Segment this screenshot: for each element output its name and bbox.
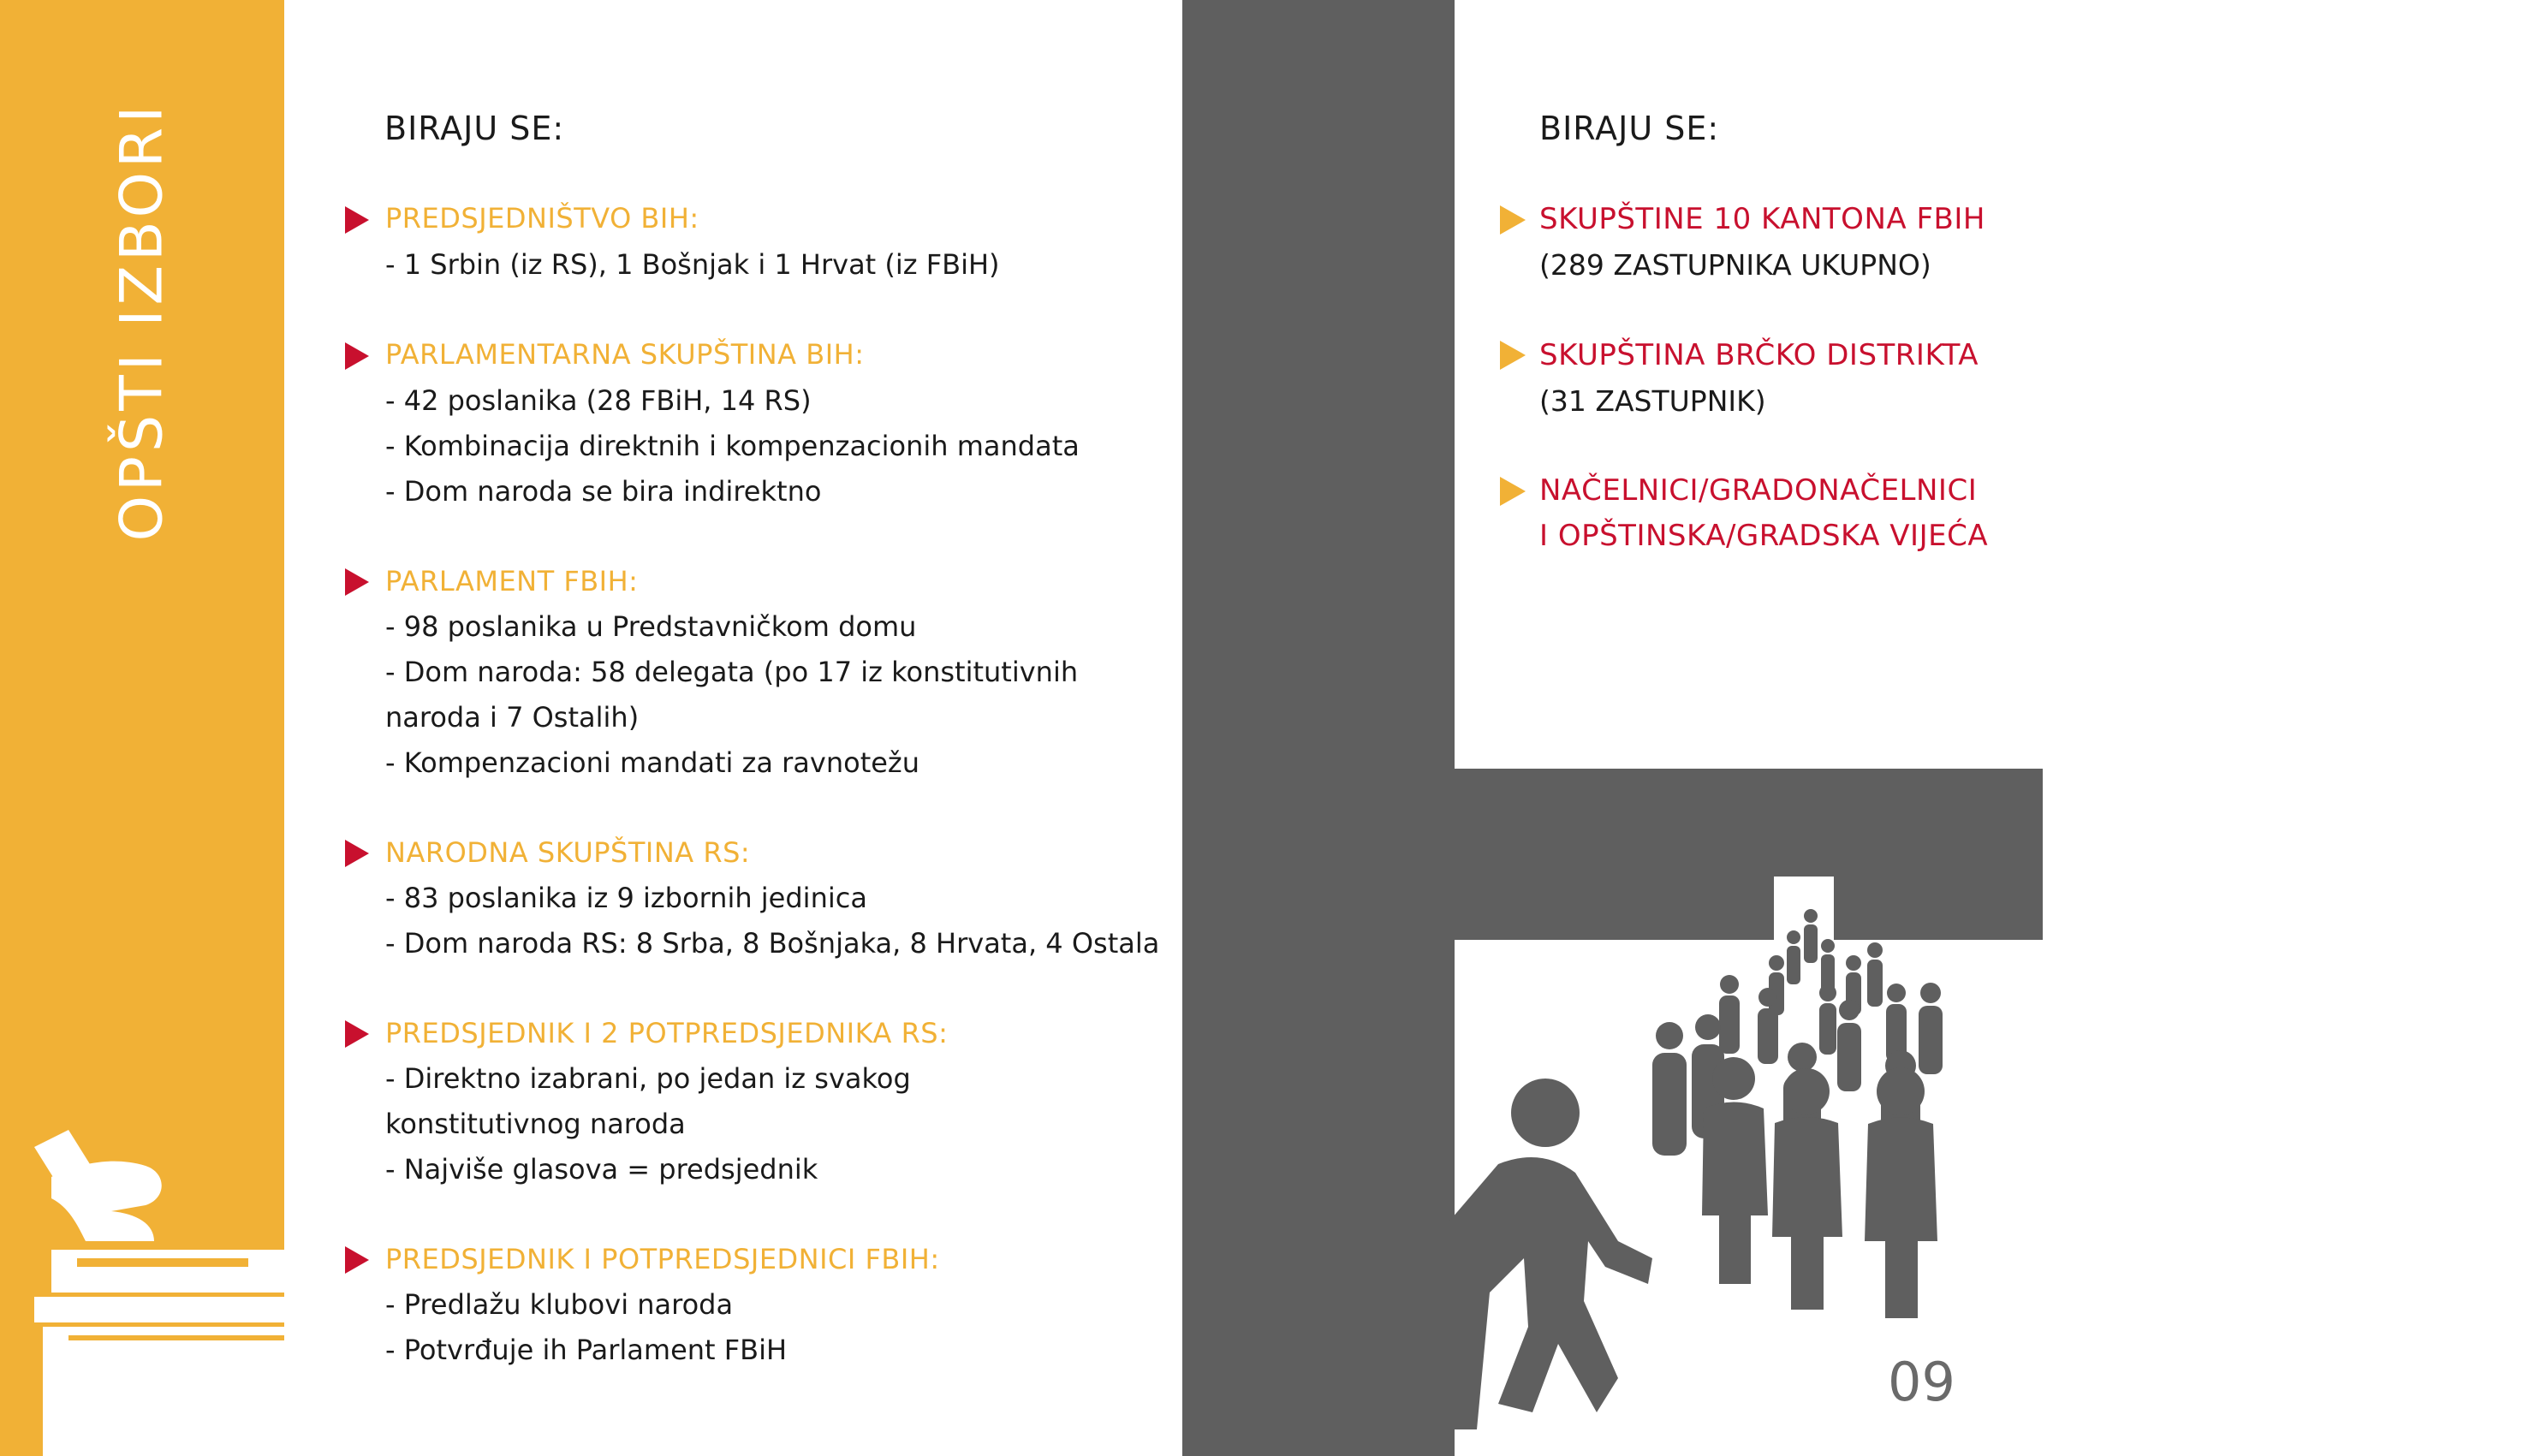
section-line: - Najviše glasova = predsjednik xyxy=(385,1153,818,1186)
section-title: SKUPŠTINA BRČKO DISTRIKTA xyxy=(1539,338,1979,372)
people-crowd-icon xyxy=(1447,899,1978,1429)
left-heading: BIRAJU SE: xyxy=(384,110,565,147)
section-title: PREDSJEDNIŠTVO BIH: xyxy=(385,202,699,235)
section-title: NAČELNICI/GRADONAČELNICI xyxy=(1539,473,1978,508)
section-line: - Kompenzacioni mandati za ravnotežu xyxy=(385,746,919,779)
section-line: - Dom naroda: 58 delegata (po 17 iz konstitutivnih xyxy=(385,656,1079,688)
section-title: PARLAMENTARNA SKUPŠTINA BIH: xyxy=(385,338,865,371)
section-line: - 42 poslanika (28 FBiH, 14 RS) xyxy=(385,384,812,417)
section-line: - 98 poslanika u Predstavničkom domu xyxy=(385,610,917,643)
bullet-arrow-icon xyxy=(1500,477,1526,506)
section-line: - 83 poslanika iz 9 izbornih jedinica xyxy=(385,882,867,914)
section-title-line2: I OPŠTINSKA/GRADSKA VIJEĆA xyxy=(1539,519,1989,553)
section-line: - Kombinacija direktnih i kompenzacionih mandata xyxy=(385,430,1080,462)
bullet-arrow-icon xyxy=(345,342,369,370)
section-line: naroda i 7 Ostalih) xyxy=(385,701,640,734)
section-line: (31 ZASTUPNIK) xyxy=(1539,384,1766,418)
local-elections-title: LOKALNI IZBORI xyxy=(2467,114,2535,639)
section-line: - Predlažu klubovi naroda xyxy=(385,1288,734,1321)
section-line: - Direktno izabrani, po jedan iz svakog xyxy=(385,1062,911,1095)
right-heading: BIRAJU SE: xyxy=(1539,110,1720,147)
ballot-box-icon xyxy=(17,1130,284,1456)
section-line: (289 ZASTUPNIKA UKUPNO) xyxy=(1539,248,1931,282)
bullet-arrow-icon xyxy=(345,1020,369,1048)
section-title: NARODNA SKUPŠTINA RS: xyxy=(385,836,751,869)
bullet-arrow-icon xyxy=(345,568,369,596)
section-title: PREDSJEDNIK I 2 POTPREDSJEDNIKA RS: xyxy=(385,1017,949,1049)
section-line: - Dom naroda se bira indirektno xyxy=(385,475,822,508)
left-band xyxy=(0,0,284,1456)
bullet-arrow-icon xyxy=(345,206,369,234)
section-line: - Dom naroda RS: 8 Srba, 8 Bošnjaka, 8 Hrvata, 4 Ostala xyxy=(385,927,1160,960)
section-title: PREDSJEDNIK I POTPREDSJEDNICI FBIH: xyxy=(385,1243,940,1275)
bullet-arrow-icon xyxy=(1500,205,1526,235)
section-title: SKUPŠTINE 10 KANTONA FBIH xyxy=(1539,202,1985,236)
section-line: - Potvrđuje ih Parlament FBiH xyxy=(385,1334,788,1366)
bullet-arrow-icon xyxy=(345,840,369,867)
bullet-arrow-icon xyxy=(345,1246,369,1274)
page-number: 09 xyxy=(1888,1351,1955,1413)
section-line: - 1 Srbin (iz RS), 1 Bošnjak i 1 Hrvat (iz FBiH) xyxy=(385,248,1000,281)
bullet-arrow-icon xyxy=(1500,341,1526,370)
section-title: PARLAMENT FBIH: xyxy=(385,565,639,597)
general-elections-title: OPŠTI IZBORI xyxy=(108,101,176,542)
section-line: konstitutivnog naroda xyxy=(385,1108,686,1140)
